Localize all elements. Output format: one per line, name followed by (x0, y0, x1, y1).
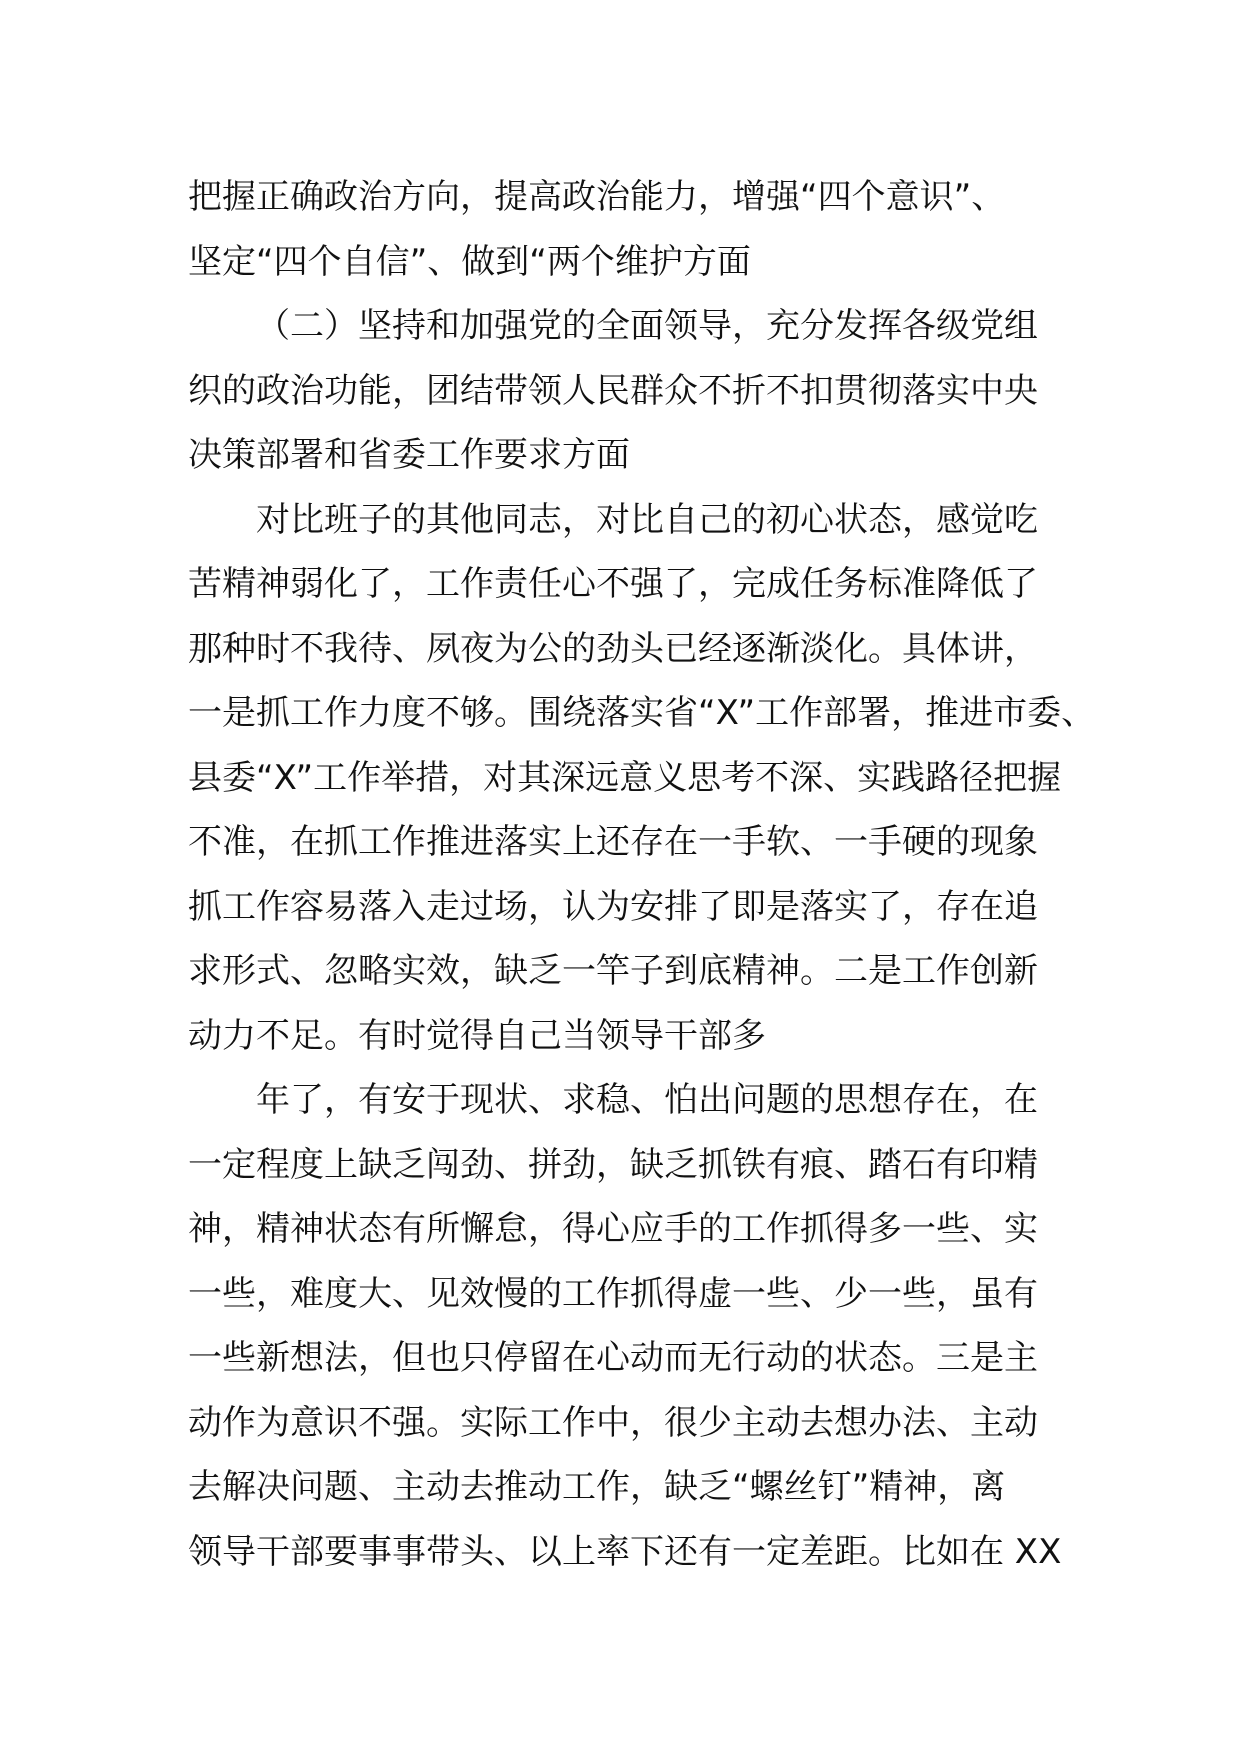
paragraph-start: 年了，有安于现状、求稳、怕出问题的思想存在，在 (256, 1080, 1038, 1120)
text-line: 一定程度上缺乏闯劲、拼劲，缺乏抓铁有痕、踏石有印精 (188, 1144, 1038, 1185)
text-line: 坚定“四个自信”、做到“两个维护方面 (188, 241, 751, 282)
text-line: 抓工作容易落入走过场，认为安排了即是落实了，存在追 (188, 886, 1038, 927)
body-text (188, 165, 1096, 1584)
text-line: 去解决问题、主动去推动工作，缺乏“螺丝钉”精神，离 (188, 1467, 1006, 1507)
text-line: 一是抓工作力度不够。围绕落实省“X”工作部署，推进市委、 (188, 693, 1096, 733)
text-line: 织的政治功能，团结带领人民群众不折不扣贯彻落实中央 (188, 370, 1038, 411)
text-line: 那种时不我待、夙夜为公的劲头已经逐渐淡化。具体讲， (188, 628, 1038, 669)
section-heading: （二）坚持和加强党的全面领导，充分发挥各级党组 (256, 306, 1038, 346)
text-line: 一些新想法，但也只停留在心动而无行动的状态。三是主 (188, 1338, 1038, 1378)
text-line: 动力不足。有时觉得自己当领导干部多 (188, 1015, 766, 1056)
text-line: 县委“X”工作举措，对其深远意义思考不深、实践路径把握 (188, 757, 1062, 798)
text-line: 领导干部要事事带头、以上率下还有一定差距。比如在 XX (188, 1531, 1062, 1572)
paragraph-start: 对比班子的其他同志，对比自己的初心状态，感觉吃 (256, 499, 1038, 540)
text-line: 不准，在抓工作推进落实上还存在一手软、一手硬的现象 (188, 822, 1038, 862)
text-line: 求形式、忽略实效，缺乏一竿子到底精神。二是工作创新 (188, 951, 1038, 991)
text-line: 决策部署和省委工作要求方面 (188, 435, 630, 475)
text-line: 动作为意识不强。实际工作中，很少主动去想办法、主动 (188, 1402, 1038, 1443)
text-line: 把握正确政治方向，提高政治能力，增强“四个意识”、 (188, 177, 1006, 217)
text-line: 神，精神状态有所懈怠，得心应手的工作抓得多一些、实 (188, 1209, 1038, 1249)
text-line: 一些，难度大、见效慢的工作抓得虚一些、少一些，虽有 (188, 1273, 1038, 1314)
text-line: 苦精神弱化了，工作责任心不强了，完成任务标准降低了 (188, 564, 1038, 604)
